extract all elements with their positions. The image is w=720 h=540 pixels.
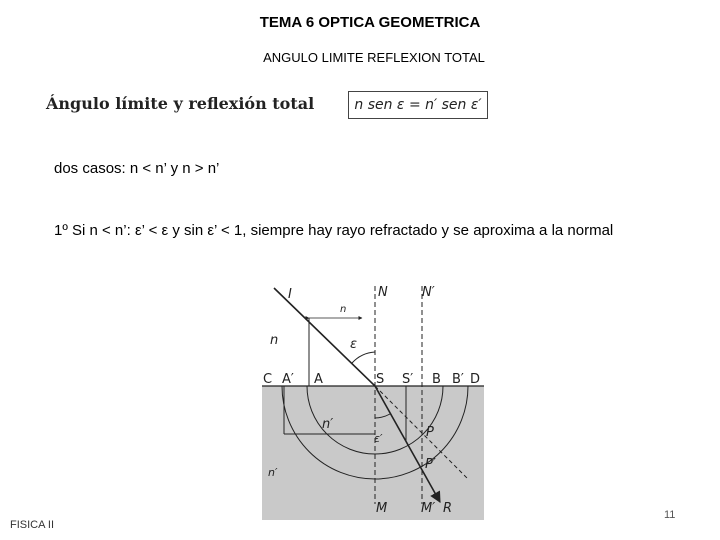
label-epsilon: ε [350,337,358,352]
label-C: C [263,372,273,387]
label-M: M [376,501,388,516]
page-subtitle: ANGULO LIMITE REFLEXION TOTAL [263,50,485,65]
label-S-prime: S′ [402,372,414,387]
snell-formula-box: n sen ε = n′ sen ε′ [348,91,488,119]
label-epsilon-prime: ε′ [374,432,383,445]
epsilon-arc [352,352,375,363]
cases-text: dos casos: n < n’ y n > n’ [54,160,220,177]
medium-n-prime [262,386,484,520]
label-N-prime: N′ [422,285,435,300]
label-n-prime: n′ [322,417,334,432]
page-number: 11 [664,509,676,521]
label-S: S [376,372,385,387]
label-n-prime-2: n′ [268,466,278,479]
page-title: TEMA 6 OPTICA GEOMETRICA [259,14,481,31]
label-I: I [288,287,292,302]
label-R: R [443,501,453,516]
label-A: A [314,372,323,387]
label-A-prime: A′ [282,372,294,387]
label-D: D [470,372,481,387]
rule-text: 1º Si n < n’: ε’ < ε y sin ε’ < 1, siempre hay rayo refractado y se aproxima a la normal [54,222,614,239]
label-n: n [270,333,279,348]
footer-course-label: FISICA II [10,519,55,531]
label-P: P [426,425,434,440]
section-heading: Ángulo límite y reflexión total [46,94,315,113]
label-n1: n [340,304,347,315]
label-M-prime: M′ [421,501,436,516]
label-B: B [432,372,441,387]
refraction-diagram [262,282,484,520]
label-B-prime: B′ [452,372,464,387]
label-P-prime: P′ [425,457,436,472]
label-N: N [378,285,388,300]
